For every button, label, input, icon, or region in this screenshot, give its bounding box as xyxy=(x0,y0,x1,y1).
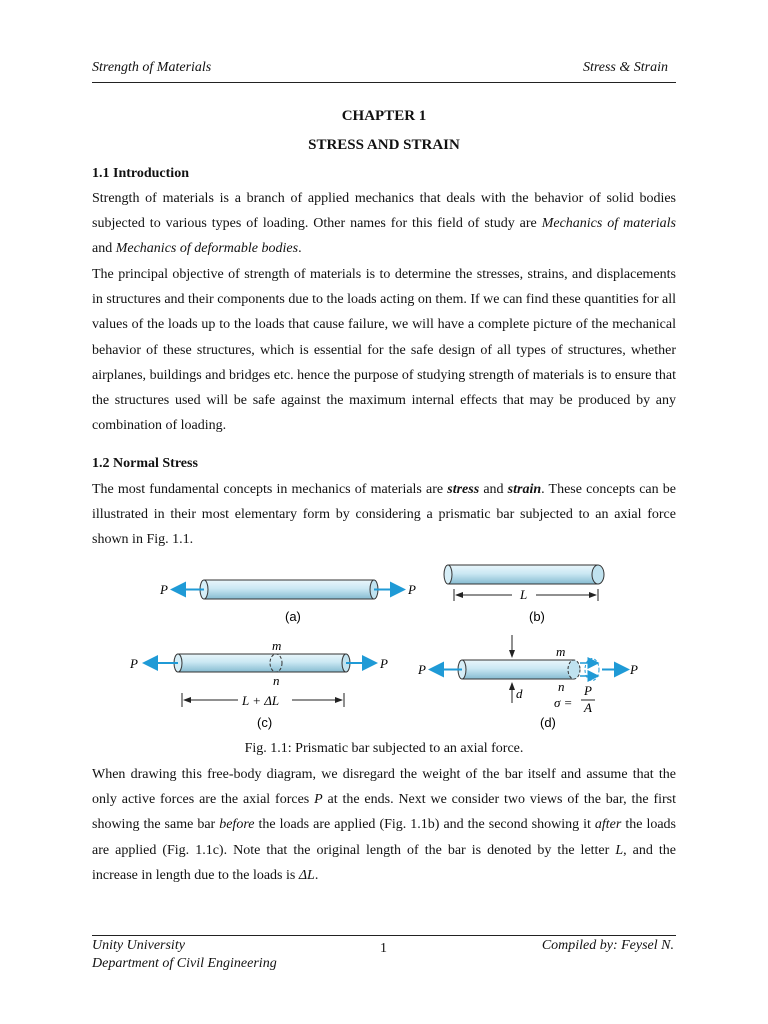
free-body-paragraph: When drawing this free-body diagram, we disregard the weight of the bar itself and assume that the only active forces are the axial forces P at the ends. Next we consider two views of the bar, the first showing the same bar before the loads are applied (Fig. 1.1b) and the second showing it after the loads are applied (Fig. 1.1c). Note that the original length of the bar is denoted by the letter L, and the increase in length due to the loads is ΔL. xyxy=(92,767,677,883)
panel-label-b: (b) xyxy=(529,609,545,624)
figure-panel-a xyxy=(159,580,416,624)
page-number: 1 xyxy=(380,941,387,956)
section-label-m-c: m xyxy=(272,638,282,653)
normal-stress-paragraph: The most fundamental concepts in mechanics of materials are stress and strain. These concepts can be illustrated in their most elementary form by considering a prismatic bar subjected to an axial force shown in Fig. 1.1. xyxy=(92,482,677,548)
force-label-c-left: P xyxy=(130,656,138,671)
section-label-n-c: n xyxy=(273,673,280,688)
figure-panel-d xyxy=(417,635,638,730)
running-header-left: Strength of Materials xyxy=(92,60,212,75)
force-label-d-right: P xyxy=(630,662,638,677)
length-label-L: L xyxy=(520,587,528,602)
header-rule xyxy=(92,82,676,83)
stress-formula-numerator: P xyxy=(584,683,592,698)
section-heading-normal-stress: 1.2 Normal Stress xyxy=(92,456,198,471)
figure-caption: Fig. 1.1: Prismatic bar subjected to an axial force. xyxy=(244,741,524,756)
force-label-a-right: P xyxy=(408,582,416,597)
stress-formula-sigma: σ = xyxy=(554,695,573,710)
figure-prismatic-bar xyxy=(92,555,676,740)
running-header-right: Stress & Strain xyxy=(582,60,668,75)
length-label-LdL: L + ΔL xyxy=(242,693,280,708)
figure-panel-b xyxy=(444,565,604,624)
section-heading-introduction: 1.1 Introduction xyxy=(92,166,189,181)
panel-label-c: (c) xyxy=(257,715,273,730)
section-label-m-d: m xyxy=(556,644,566,659)
force-label-c-right: P xyxy=(380,656,388,671)
panel-label-a: (a) xyxy=(285,609,301,624)
dimension-label-d: d xyxy=(516,686,523,701)
chapter-number: CHAPTER 1 xyxy=(341,108,427,124)
intro-paragraph-1: Strength of materials is a branch of applied mechanics that deals with the behavior of solid bodies subjected to various types of loading. Other names for this field of study are Mechanics of materials and Mechanics of deformable bodies. xyxy=(92,191,676,257)
footer-university: Unity University xyxy=(92,938,185,953)
panel-label-d: (d) xyxy=(540,715,556,730)
section-label-n-d: n xyxy=(558,679,565,694)
footer-rule xyxy=(92,935,676,936)
footer-department: Department of Civil Engineering xyxy=(92,956,277,971)
footer-compiled-by: Compiled by: Feysel N. xyxy=(541,938,674,953)
intro-paragraph-2: The principal objective of strength of materials is to determine the stresses, strains, and displacements in structures and their components due to the loads acting on them. If we can find these quantities for all values of the loads up to the loads that cause failure, we will have a complete picture of the mechanical behavior of these structures, which is essential for the safe design of all types of structures, whether airplanes, buildings and bridges etc. hence the purpose of studying strength of materials is to ensure that the structures used will be safe against the maximum internal effects that may be produced by any combination of loading. xyxy=(92,267,676,434)
figure-panel-c xyxy=(129,638,388,730)
chapter-title: STRESS AND STRAIN xyxy=(308,137,460,153)
force-label-d-left: P xyxy=(418,662,426,677)
force-label-a-left: P xyxy=(160,582,168,597)
stress-formula-denominator: A xyxy=(584,700,592,715)
